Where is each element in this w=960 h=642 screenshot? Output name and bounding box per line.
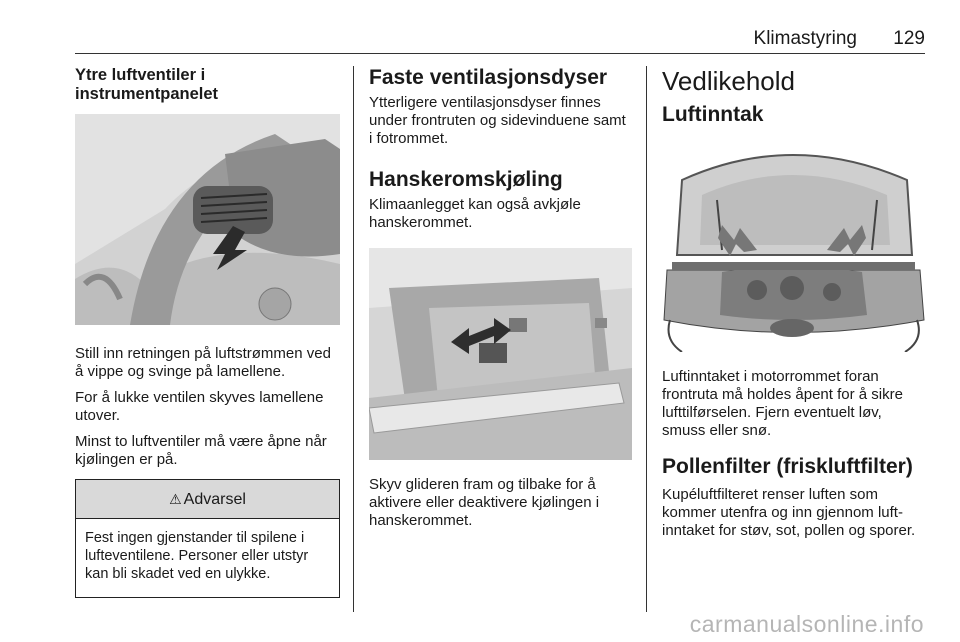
section-heading: Ytre luftventiler i instrumentpanelet xyxy=(75,66,219,103)
engine-bay-illustration xyxy=(662,140,925,352)
paragraph: Luftinntaket i motorrommet foran frontruta må holdes åpent for å sikre lufttilførselen. Fjern eventuelt løv, smuss eller snø. xyxy=(662,368,903,439)
section-heading: Hanskeromskjøling xyxy=(369,168,563,191)
page-number: 129 xyxy=(893,28,925,49)
warning-box xyxy=(75,479,340,598)
air-vent-illustration xyxy=(75,114,340,325)
column-divider xyxy=(353,66,354,612)
paragraph: For å lukke ventilen skyves lamellene utover. xyxy=(75,389,324,424)
warning-triangle-icon: ⚠ xyxy=(169,491,182,507)
caption: Skyv glideren fram og tilbake for å aktivere eller deaktivere kjølingen i hanskerommet. xyxy=(369,476,600,529)
paragraph: Ytterligere ventilasjonsdyser finnes under frontruten og sidevinduene samt i fotrommet. xyxy=(369,94,626,147)
section-heading: Pollenfilter (friskluftfilter) xyxy=(662,455,913,478)
glovebox-illustration xyxy=(369,248,632,460)
column-1 xyxy=(75,66,340,598)
section-heading: Faste ventilasjonsdyser xyxy=(369,66,608,89)
header-rule xyxy=(75,53,925,54)
section-title: Klimastyring xyxy=(753,28,857,49)
page-header xyxy=(75,26,925,52)
warning-title: Advarsel xyxy=(183,491,246,508)
paragraph: Still inn retningen på luftstrømmen ved å vippe og svinge på lamellene. xyxy=(75,345,331,380)
section-heading: Luftinntak xyxy=(662,103,764,126)
watermark: carmanualsonline.info xyxy=(689,611,924,637)
warning-header xyxy=(76,480,339,519)
paragraph: Klimaanlegget kan også avkjøle hanskerommet. xyxy=(369,196,581,231)
paragraph: Minst to luftventiler må være åpne når kjølingen er på. xyxy=(75,433,327,468)
column-divider xyxy=(646,66,647,612)
chapter-title: Vedlikehold xyxy=(662,66,795,96)
warning-body xyxy=(76,519,339,597)
column-2 xyxy=(369,66,632,538)
warning-text: Fest ingen gjenstander til spilene i lufteventilene. Personer eller utstyr kan bli skadet ved en ulykke. xyxy=(85,530,309,582)
paragraph: Kupéluftfilteret renser luften som kommer utenfra og inn gjennom luft-inntaket for støv, sot, pollen og sporer. xyxy=(662,486,916,539)
column-3 xyxy=(662,66,925,548)
